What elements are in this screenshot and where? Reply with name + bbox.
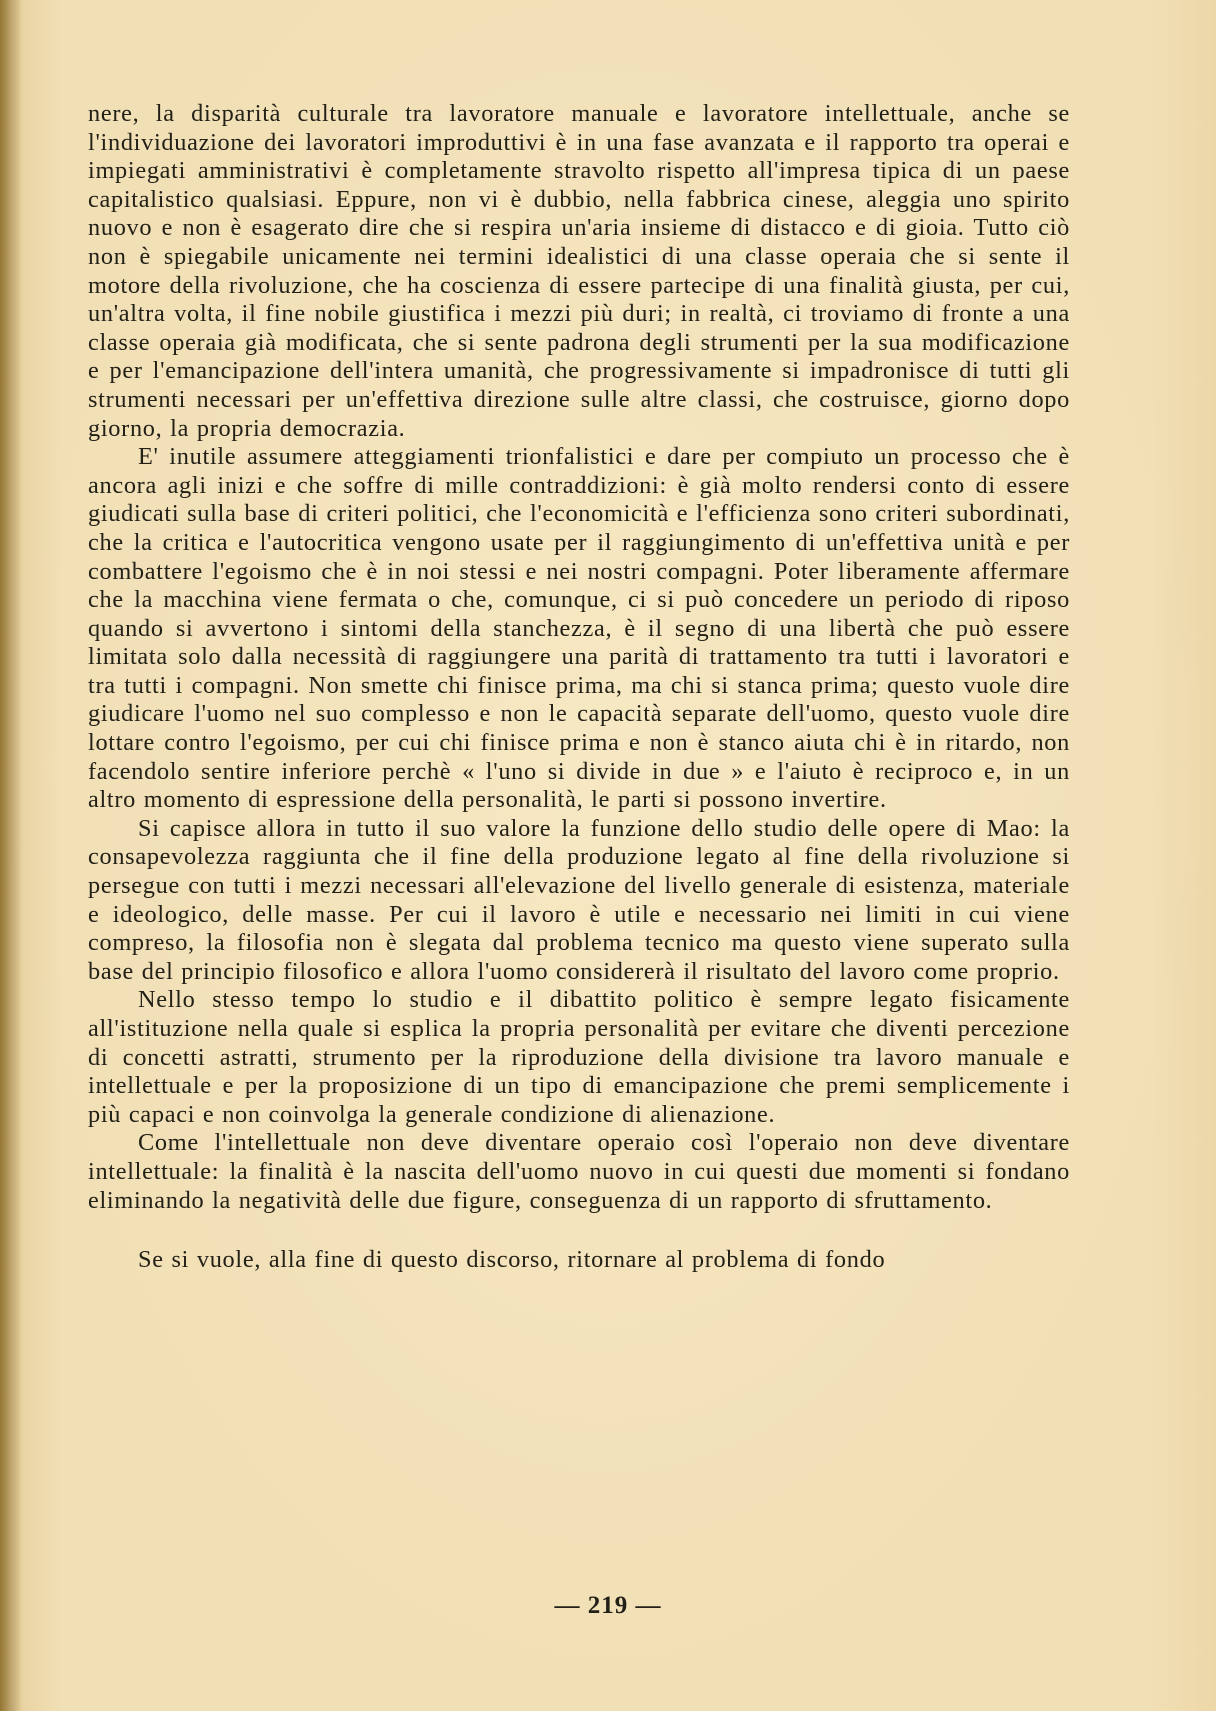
binding-shadow: [0, 0, 22, 1711]
page-number: — 219 —: [554, 1592, 662, 1619]
paragraph-5: Come l'intellettuale non deve diventare operaio così l'operaio non deve diventare intellettuale: la finalità è la nascita dell'uomo nuovo in cui questi due momenti si fondano eliminando la negatività delle due figure, conseguenza di un rapporto di sfruttamento.: [88, 1129, 1070, 1214]
paragraph-3: Si capisce allora in tutto il suo valore la funzione dello studio delle opere di Mao: la consapevolezza raggiunta che il fine della produzione legato al fine della rivoluzione si persegue con tutti i mezzi necessari all'elevazione del livello generale di esistenza, materiale e ideologico, delle masse. Per cui il lavoro è utile e necessario nei limiti in cui viene compreso, la filosofia non è slegata dal problema tecnico ma questo viene superato sulla base del principio filosofico e allora l'uomo considererà il risultato del lavoro come proprio.: [88, 814, 1070, 985]
paragraph-6: Se si vuole, alla fine di questo discorso, ritornare al problema di fondo: [138, 1246, 886, 1274]
paragraph-4: Nello stesso tempo lo studio e il dibattito politico è sempre legato fisicamente all'istituzione nella quale si esplica la propria personalità per evitare che diventi percezione di concetti astratti, strumento per la riproduzione della divisione tra lavoro manuale e intellettuale e per la proposizione di un tipo di emancipazione che premi semplicemente i più capaci e non coinvolga la generale condizione di alienazione.: [88, 986, 1070, 1128]
paragraph-2: E' inutile assumere atteggiamenti trionfalistici e dare per compiuto un processo che è ancora agli inizi e che soffre di mille contraddizioni: è già molto rendersi conto di essere giudicati sulla base di criteri politici, che l'economicità e l'efficienza sono criteri subordinati, che la critica e l'autocritica vengono usate per il raggiungimento di un'effettiva unità e per combattere l'egoismo che è in noi stessi e nei nostri compagni. Poter liberamente affermare che la macchina viene fermata o che, comunque, ci si può concedere un periodo di riposo quando si avvertono i sintomi della stanchezza, è il segno di una libertà che può essere limitata solo dalla necessità di raggiungere una parità di trattamento tra tutti i lavoratori e tra tutti i compagni. Non smette chi finisce prima, ma chi si stanca prima; questo vuole dire giudicare l'uomo nel suo complesso e non le capacità separate dell'uomo, questo vuole dire lottare contro l'egoismo, per cui chi finisce prima e non è stanco aiuta chi è in ritardo, non facendolo sentire inferiore perchè « l'uno si divide in due » e l'aiuto è reciproco e, in un altro momento di espressione della personalità, le parti si possono invertire.: [88, 443, 1070, 814]
body-text: [88, 100, 1070, 1275]
paragraph-1: nere, la disparità culturale tra lavoratore manuale e lavoratore intellettuale, anche se l'individuazione dei lavoratori improduttivi è in una fase avanzata e il rapporto tra operai e impiegati amministrativi è completamente stravolto rispetto all'impresa tipica di un paese capitalistico qualsiasi. Eppure, non vi è dubbio, nella fabbrica cinese, aleggia uno spirito nuovo e non è esagerato dire che si respira un'aria insieme di distacco e di gioia. Tutto ciò non è spiegabile unicamente nei termini idealistici di una classe operaia che si sente il motore della rivoluzione, che ha coscienza di essere partecipe di una finalità giusta, per cui, un'altra volta, il fine nobile giustifica i mezzi più duri; in realtà, ci troviamo di fronte a una classe operaia già modificata, che si sente padrona degli strumenti per la sua modificazione e per l'emancipazione dell'intera umanità, che progressivamente si impadronisce di tutti gli strumenti necessari per un'effettiva direzione sulle altre classi, che costruisce, giorno dopo giorno, la propria democrazia.: [88, 100, 1070, 442]
